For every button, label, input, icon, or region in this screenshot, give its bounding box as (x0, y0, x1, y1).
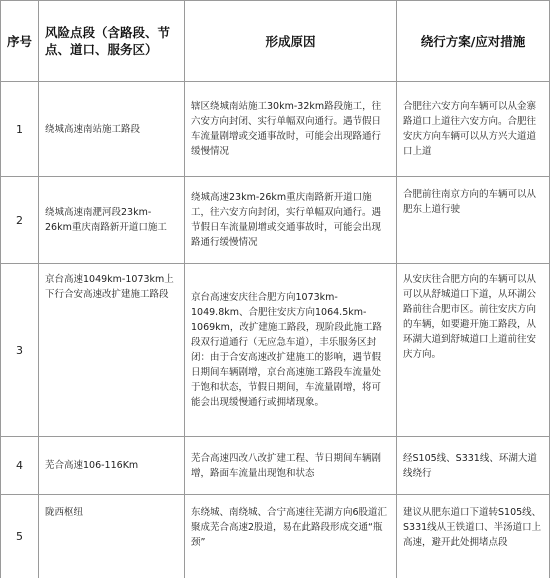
table-row (1, 177, 550, 264)
row-cause: 东绕城、南绕城、合宁高速往芜湖方向6股道汇聚成芜合高速2股道，易在此路段形成交通“瓶颈” (185, 495, 397, 578)
row-plan: 建议从肥东道口下道转S105线、S331线从王铁道口、半汤道口上高速，避开此处拥堵点段 (397, 495, 550, 578)
header-seq: 序号 (1, 1, 39, 82)
table-header (1, 1, 550, 82)
row-cause: 辖区绕城南站施工30km-32km路段施工，往六安方向封闭、实行单幅双向通行。遇节假日车流量剧增或交通事故时，可能会出现路通行缓慢情况 (185, 82, 397, 177)
row-location: 芜合高速106-116Km (39, 437, 185, 495)
header-risk-location: 风险点段（含路段、节点、道口、服务区） (39, 1, 185, 82)
table-body (1, 82, 550, 578)
row-plan: 从安庆往合肥方向的车辆可以从可以从舒城道口下道，从环湖公路前往合肥市区。前往安庆方向的车辆，如要避开施工路段，从环湖大道到舒城道口上道前往安庆方向。 (397, 264, 550, 437)
row-location: 绕城高速南淝河段23km-26km重庆南路新开道口施工 (39, 177, 185, 264)
row-plan: 经S105线、S331线、环湖大道线绕行 (397, 437, 550, 495)
header-row (1, 1, 550, 82)
row-number: 5 (1, 495, 39, 578)
header-plan: 绕行方案/应对措施 (397, 1, 550, 82)
row-plan: 合肥前往南京方向的车辆可以从肥东上道行驶 (397, 177, 550, 264)
table-row (1, 264, 550, 437)
header-cause: 形成原因 (185, 1, 397, 82)
row-location: 京台高速1049km-1073km上下行合安高速改扩建施工路段 (39, 264, 185, 437)
row-location: 绕城高速南站施工路段 (39, 82, 185, 177)
row-number: 3 (1, 264, 39, 437)
row-number: 4 (1, 437, 39, 495)
row-number: 2 (1, 177, 39, 264)
table-row (1, 495, 550, 578)
row-cause: 京台高速安庆往合肥方向1073km-1049.8km、合肥往安庆方向1064.5km-1069km，改扩建施工路段，现阶段此施工路段双行道通行（无应急车道），丰乐服务区封闭：由于合安高速改扩建施工的影响，遇节假日期间车辆剧增，京台高速施工路段车流量处于饱和状态，节假日期间，车流量剧增，将可能会出现缓慢通行或拥堵现象。 (185, 264, 397, 437)
table-row (1, 437, 550, 495)
row-plan: 合肥往六安方向车辆可以从金寨路道口上道往六安方向。合肥往安庆方向车辆可以从方兴大道道口上道 (397, 82, 550, 177)
row-cause: 芜合高速四改八改扩建工程、节日期间车辆剧增，路面车流量出现饱和状态 (185, 437, 397, 495)
row-location: 陇西枢纽 (39, 495, 185, 578)
row-number: 1 (1, 82, 39, 177)
table-row (1, 82, 550, 177)
row-cause: 绕城高速23km-26km重庆南路新开道口施工，往六安方向封闭，实行单幅双向通行。遇节假日车流量剧增或交通事故时，可能会出现路通行缓慢情况 (185, 177, 397, 264)
